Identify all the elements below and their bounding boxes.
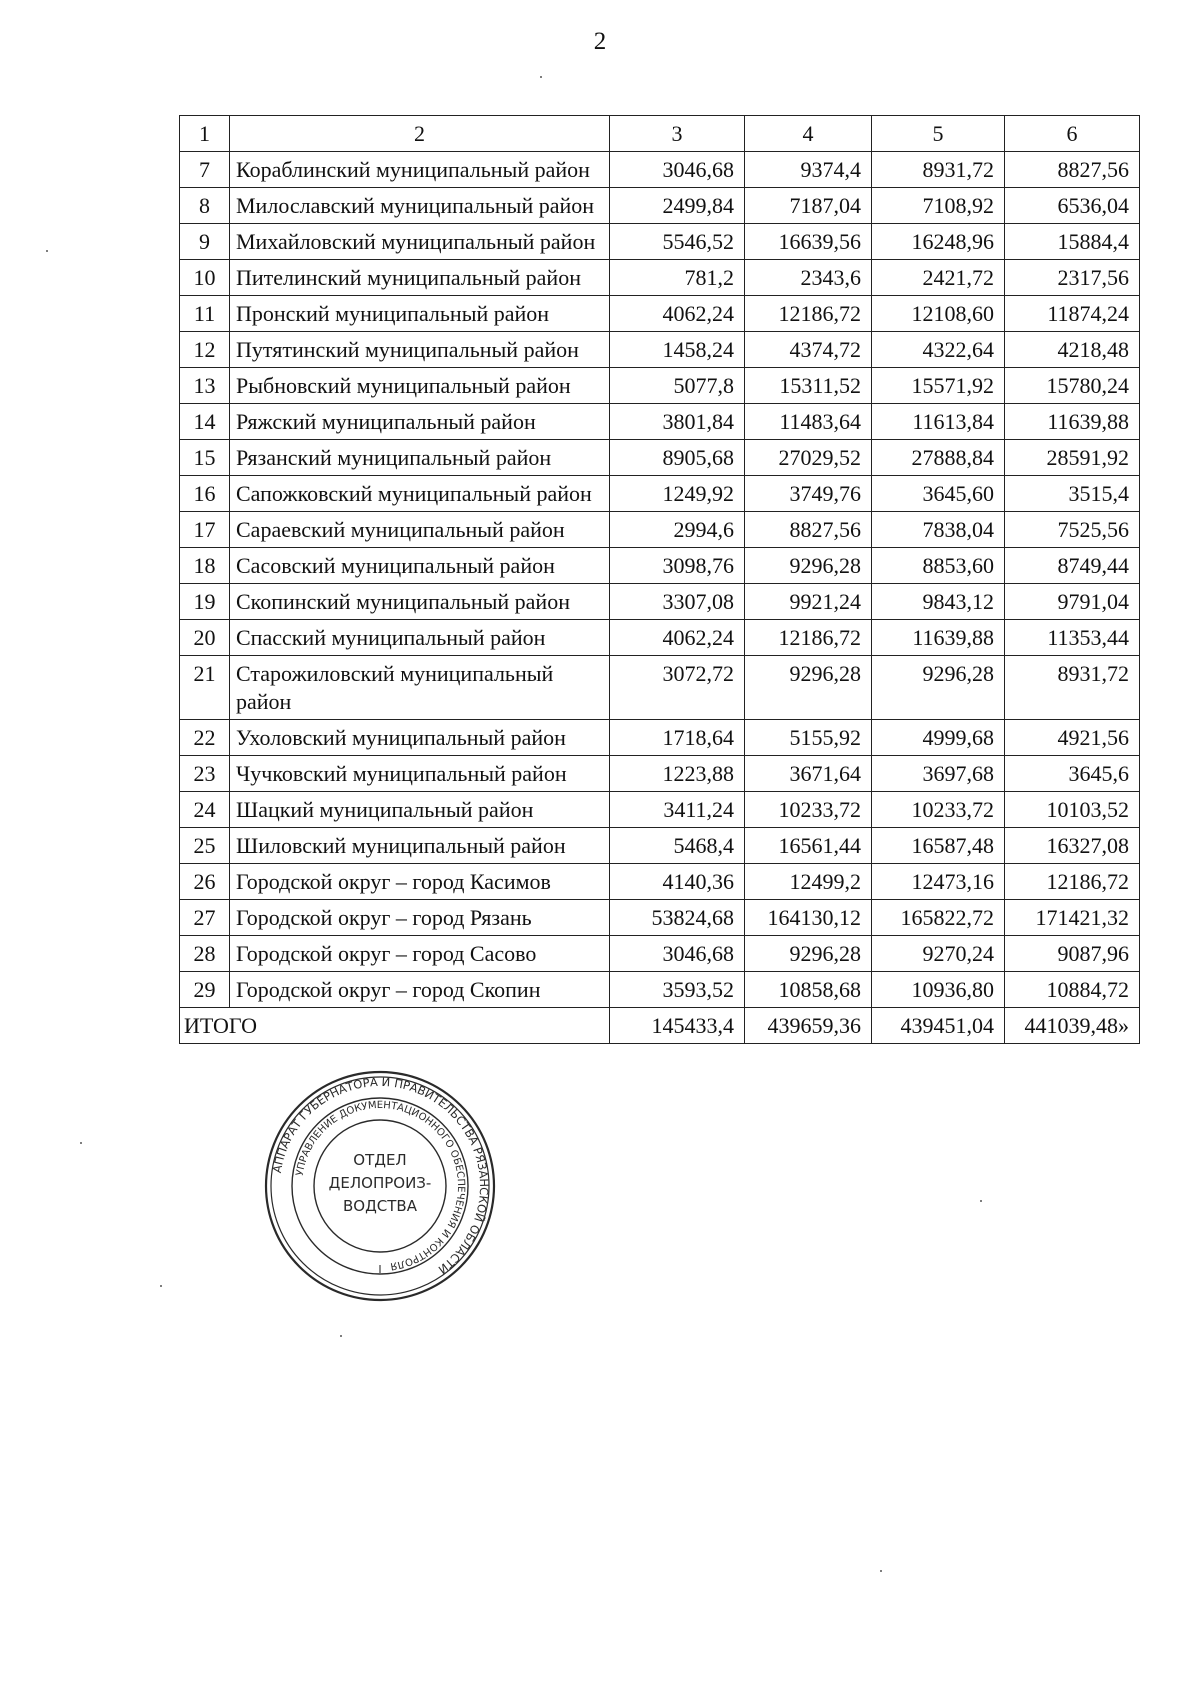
value-col6-cell: 6536,04 <box>1005 188 1140 224</box>
header-cell: 4 <box>745 116 872 152</box>
seal-line-2: ДЕЛОПРОИЗ- <box>328 1174 432 1192</box>
table-row <box>180 548 1140 584</box>
row-number-cell: 22 <box>180 720 230 756</box>
district-name-cell: Городской округ – город Скопин <box>230 972 610 1008</box>
value-col6-cell: 8827,56 <box>1005 152 1140 188</box>
value-col3-cell: 8905,68 <box>610 440 745 476</box>
value-col3-cell: 5546,52 <box>610 224 745 260</box>
value-col3-cell: 4140,36 <box>610 864 745 900</box>
table-row <box>180 620 1140 656</box>
total-value-cell: 439451,04 <box>872 1008 1005 1044</box>
row-number-cell: 28 <box>180 936 230 972</box>
value-col5-cell: 12473,16 <box>872 864 1005 900</box>
district-name-cell: Пителинский муниципальный район <box>230 260 610 296</box>
seal-line-3: ВОДСТВА <box>342 1197 418 1215</box>
value-col6-cell: 3645,6 <box>1005 756 1140 792</box>
value-col4-cell: 12186,72 <box>745 620 872 656</box>
district-name-cell: Милославский муниципальный район <box>230 188 610 224</box>
value-col5-cell: 9296,28 <box>872 656 1005 720</box>
row-number-cell: 12 <box>180 332 230 368</box>
value-col6-cell: 8749,44 <box>1005 548 1140 584</box>
row-number-cell: 20 <box>180 620 230 656</box>
value-col6-cell: 9087,96 <box>1005 936 1140 972</box>
value-col6-cell: 4218,48 <box>1005 332 1140 368</box>
value-col6-cell: 12186,72 <box>1005 864 1140 900</box>
value-col3-cell: 5468,4 <box>610 828 745 864</box>
total-value-cell: 145433,4 <box>610 1008 745 1044</box>
value-col4-cell: 3671,64 <box>745 756 872 792</box>
district-name-cell: Сапожковский муниципальный район <box>230 476 610 512</box>
header-cell: 2 <box>230 116 610 152</box>
row-number-cell: 24 <box>180 792 230 828</box>
value-col4-cell: 7187,04 <box>745 188 872 224</box>
value-col3-cell: 3046,68 <box>610 936 745 972</box>
table-row <box>180 900 1140 936</box>
district-name-cell: Пронский муниципальный район <box>230 296 610 332</box>
district-name-cell: Городской округ – город Сасово <box>230 936 610 972</box>
value-col6-cell: 11874,24 <box>1005 296 1140 332</box>
row-number-cell: 7 <box>180 152 230 188</box>
district-name-cell: Чучковский муниципальный район <box>230 756 610 792</box>
value-col6-cell: 10884,72 <box>1005 972 1140 1008</box>
row-number-cell: 25 <box>180 828 230 864</box>
value-col4-cell: 3749,76 <box>745 476 872 512</box>
value-col4-cell: 9296,28 <box>745 656 872 720</box>
value-col5-cell: 10936,80 <box>872 972 1005 1008</box>
value-col6-cell: 7525,56 <box>1005 512 1140 548</box>
value-col5-cell: 8853,60 <box>872 548 1005 584</box>
district-name-cell: Шиловский муниципальный район <box>230 828 610 864</box>
table-row <box>180 656 1140 720</box>
row-number-cell: 15 <box>180 440 230 476</box>
row-number-cell: 10 <box>180 260 230 296</box>
value-col6-cell: 2317,56 <box>1005 260 1140 296</box>
value-col3-cell: 2994,6 <box>610 512 745 548</box>
district-name-cell: Кораблинский муниципальный район <box>230 152 610 188</box>
value-col5-cell: 165822,72 <box>872 900 1005 936</box>
district-name-cell: Ухоловский муниципальный район <box>230 720 610 756</box>
value-col5-cell: 3697,68 <box>872 756 1005 792</box>
row-number-cell: 27 <box>180 900 230 936</box>
district-name-cell: Спасский муниципальный район <box>230 620 610 656</box>
total-label-cell: ИТОГО <box>180 1008 610 1044</box>
seal-line-1: ОТДЕЛ <box>353 1151 407 1169</box>
page-number: 2 <box>593 28 607 55</box>
budget-table-container <box>179 115 1139 1044</box>
value-col3-cell: 53824,68 <box>610 900 745 936</box>
seal-inner-text: УПРАВЛЕНИЕ ДОКУМЕНТАЦИОННОГО ОБЕСПЕЧЕНИЯ И КОНТРОЛЯ <box>294 1099 467 1272</box>
district-name-cell: Сасовский муниципальный район <box>230 548 610 584</box>
district-name-cell: Ряжский муниципальный район <box>230 404 610 440</box>
row-number-cell: 17 <box>180 512 230 548</box>
value-col4-cell: 4374,72 <box>745 332 872 368</box>
value-col5-cell: 27888,84 <box>872 440 1005 476</box>
scan-speck <box>160 1285 162 1287</box>
value-col5-cell: 9843,12 <box>872 584 1005 620</box>
value-col6-cell: 11639,88 <box>1005 404 1140 440</box>
total-value-cell: 439659,36 <box>745 1008 872 1044</box>
table-row <box>180 476 1140 512</box>
value-col3-cell: 3593,52 <box>610 972 745 1008</box>
table-row <box>180 224 1140 260</box>
scan-speck <box>80 1142 82 1144</box>
value-col3-cell: 3098,76 <box>610 548 745 584</box>
district-name-cell: Рязанский муниципальный район <box>230 440 610 476</box>
table-row <box>180 720 1140 756</box>
scan-speck <box>46 250 48 252</box>
table-body <box>180 116 1140 1044</box>
table-row <box>180 828 1140 864</box>
value-col6-cell: 3515,4 <box>1005 476 1140 512</box>
value-col6-cell: 10103,52 <box>1005 792 1140 828</box>
table-row <box>180 756 1140 792</box>
row-number-cell: 21 <box>180 656 230 720</box>
table-row <box>180 404 1140 440</box>
seal-mark: I <box>378 1263 382 1276</box>
value-col5-cell: 7108,92 <box>872 188 1005 224</box>
row-number-cell: 29 <box>180 972 230 1008</box>
row-number-cell: 26 <box>180 864 230 900</box>
value-col4-cell: 5155,92 <box>745 720 872 756</box>
table-row <box>180 972 1140 1008</box>
header-cell: 6 <box>1005 116 1140 152</box>
seal-outer-text: АППАРАТ ГУБЕРНАТОРА И ПРАВИТЕЛЬСТВА РЯЗАНСКОЙ ОБЛАСТИ <box>269 1074 492 1277</box>
table-row <box>180 332 1140 368</box>
value-col3-cell: 1223,88 <box>610 756 745 792</box>
scan-speck <box>980 1200 982 1202</box>
table-header-row <box>180 116 1140 152</box>
value-col5-cell: 8931,72 <box>872 152 1005 188</box>
scan-speck <box>340 1335 342 1337</box>
value-col3-cell: 4062,24 <box>610 620 745 656</box>
value-col4-cell: 9921,24 <box>745 584 872 620</box>
row-number-cell: 19 <box>180 584 230 620</box>
value-col5-cell: 12108,60 <box>872 296 1005 332</box>
table-row <box>180 936 1140 972</box>
value-col4-cell: 164130,12 <box>745 900 872 936</box>
value-col5-cell: 16248,96 <box>872 224 1005 260</box>
value-col5-cell: 11613,84 <box>872 404 1005 440</box>
table-row <box>180 152 1140 188</box>
value-col6-cell: 15780,24 <box>1005 368 1140 404</box>
district-name-cell: Рыбновский муниципальный район <box>230 368 610 404</box>
value-col3-cell: 5077,8 <box>610 368 745 404</box>
value-col3-cell: 3046,68 <box>610 152 745 188</box>
table-row <box>180 512 1140 548</box>
value-col5-cell: 3645,60 <box>872 476 1005 512</box>
table-row <box>180 188 1140 224</box>
value-col4-cell: 9374,4 <box>745 152 872 188</box>
scan-speck <box>880 1570 882 1572</box>
header-cell: 1 <box>180 116 230 152</box>
row-number-cell: 14 <box>180 404 230 440</box>
value-col3-cell: 1718,64 <box>610 720 745 756</box>
value-col6-cell: 15884,4 <box>1005 224 1140 260</box>
value-col3-cell: 4062,24 <box>610 296 745 332</box>
value-col5-cell: 15571,92 <box>872 368 1005 404</box>
district-name-cell: Городской округ – город Касимов <box>230 864 610 900</box>
table-row <box>180 864 1140 900</box>
value-col4-cell: 15311,52 <box>745 368 872 404</box>
value-col3-cell: 3072,72 <box>610 656 745 720</box>
value-col4-cell: 27029,52 <box>745 440 872 476</box>
value-col3-cell: 1458,24 <box>610 332 745 368</box>
value-col5-cell: 9270,24 <box>872 936 1005 972</box>
value-col5-cell: 4322,64 <box>872 332 1005 368</box>
value-col4-cell: 2343,6 <box>745 260 872 296</box>
value-col4-cell: 8827,56 <box>745 512 872 548</box>
scan-speck <box>540 76 542 78</box>
table-row <box>180 440 1140 476</box>
value-col3-cell: 1249,92 <box>610 476 745 512</box>
value-col4-cell: 16639,56 <box>745 224 872 260</box>
table-row <box>180 792 1140 828</box>
value-col5-cell: 11639,88 <box>872 620 1005 656</box>
value-col4-cell: 12499,2 <box>745 864 872 900</box>
value-col3-cell: 3801,84 <box>610 404 745 440</box>
table-row <box>180 260 1140 296</box>
value-col3-cell: 2499,84 <box>610 188 745 224</box>
value-col6-cell: 16327,08 <box>1005 828 1140 864</box>
value-col4-cell: 9296,28 <box>745 936 872 972</box>
total-value-cell: 441039,48» <box>1005 1008 1140 1044</box>
value-col3-cell: 3411,24 <box>610 792 745 828</box>
table-row <box>180 584 1140 620</box>
value-col6-cell: 28591,92 <box>1005 440 1140 476</box>
district-name-cell: Скопинский муниципальный район <box>230 584 610 620</box>
seal-graphic <box>262 1068 498 1304</box>
value-col5-cell: 4999,68 <box>872 720 1005 756</box>
header-cell: 5 <box>872 116 1005 152</box>
row-number-cell: 18 <box>180 548 230 584</box>
table-row <box>180 368 1140 404</box>
value-col5-cell: 16587,48 <box>872 828 1005 864</box>
table-row <box>180 296 1140 332</box>
district-name-cell: Путятинский муниципальный район <box>230 332 610 368</box>
value-col4-cell: 9296,28 <box>745 548 872 584</box>
official-seal <box>262 1068 498 1304</box>
district-name-cell: Старожиловский муниципальный район <box>230 656 610 720</box>
value-col6-cell: 4921,56 <box>1005 720 1140 756</box>
district-name-cell: Городской округ – город Рязань <box>230 900 610 936</box>
value-col6-cell: 8931,72 <box>1005 656 1140 720</box>
value-col4-cell: 16561,44 <box>745 828 872 864</box>
district-name-cell: Сараевский муниципальный район <box>230 512 610 548</box>
value-col4-cell: 12186,72 <box>745 296 872 332</box>
district-name-cell: Шацкий муниципальный район <box>230 792 610 828</box>
value-col5-cell: 10233,72 <box>872 792 1005 828</box>
value-col4-cell: 10858,68 <box>745 972 872 1008</box>
row-number-cell: 23 <box>180 756 230 792</box>
value-col3-cell: 3307,08 <box>610 584 745 620</box>
table-total-row <box>180 1008 1140 1044</box>
value-col6-cell: 11353,44 <box>1005 620 1140 656</box>
row-number-cell: 8 <box>180 188 230 224</box>
value-col4-cell: 10233,72 <box>745 792 872 828</box>
value-col5-cell: 7838,04 <box>872 512 1005 548</box>
row-number-cell: 16 <box>180 476 230 512</box>
row-number-cell: 11 <box>180 296 230 332</box>
value-col3-cell: 781,2 <box>610 260 745 296</box>
header-cell: 3 <box>610 116 745 152</box>
value-col5-cell: 2421,72 <box>872 260 1005 296</box>
value-col4-cell: 11483,64 <box>745 404 872 440</box>
district-name-cell: Михайловский муниципальный район <box>230 224 610 260</box>
row-number-cell: 9 <box>180 224 230 260</box>
row-number-cell: 13 <box>180 368 230 404</box>
value-col6-cell: 171421,32 <box>1005 900 1140 936</box>
budget-table <box>179 115 1140 1044</box>
value-col6-cell: 9791,04 <box>1005 584 1140 620</box>
